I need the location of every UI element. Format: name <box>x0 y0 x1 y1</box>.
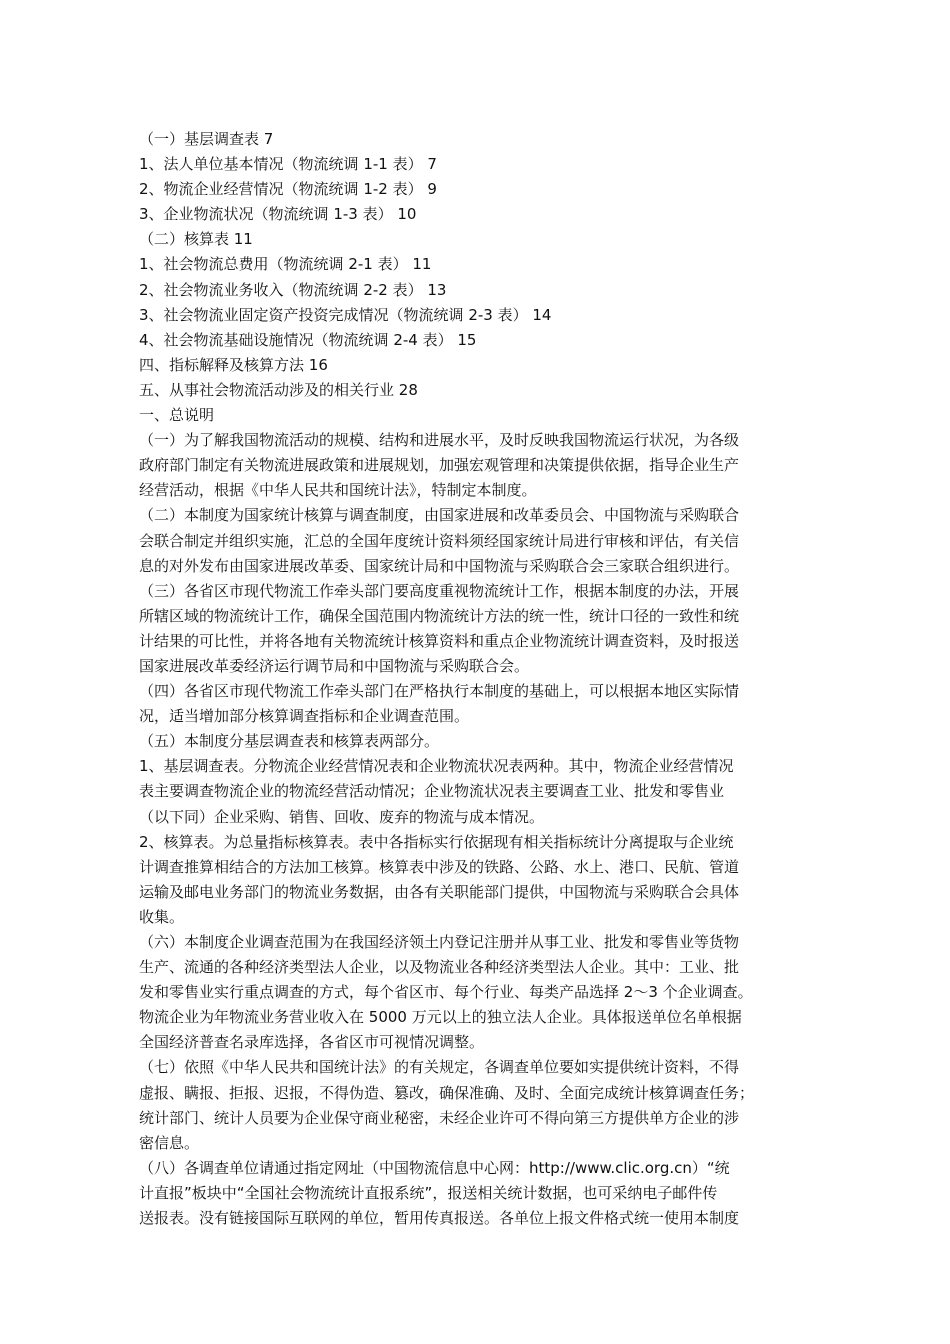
text-line: 统计部门、统计人员要为企业保守商业秘密，未经企业许可不得向第三方提供单方企业的涉 <box>139 1108 740 1127</box>
text-line: 2、核算表。为总量指标核算表。表中各指标实行依据现有相关指标统计分离提取与企业统 <box>139 832 734 851</box>
document-body <box>139 127 829 1231</box>
text-line: （六）本制度企业调查范围为在我国经济领土内登记注册并从事工业、批发和零售业等货物 <box>139 933 740 951</box>
text-line: （一）基层调查表 7 <box>139 130 274 148</box>
text-line: （八）各调查单位请通过指定网址（中国物流信息中心网：http://www.clic.org.cn）“统 <box>139 1158 730 1177</box>
text-line: 发和零售业实行重点调查的方式，每个省区市、每个行业、每类产品选择 2～3 个企业调查。 <box>139 983 753 1002</box>
text-line: 1、法人单位基本情况（物流统调 1-1 表） 7 <box>139 155 437 174</box>
text-line: 所辖区域的物流统计工作，确保全国范围内物流统计方法的统一性，统计口径的一致性和统 <box>139 606 740 625</box>
text-line: 政府部门制定有关物流进展政策和进展规划，加强宏观管理和决策提供依据，指导企业生产 <box>139 456 740 475</box>
text-line: 五、从事社会物流活动涉及的相关行业 28 <box>139 380 418 399</box>
text-line: 生产、流通的各种经济类型法人企业，以及物流业各种经济类型法人企业。其中：工业、批 <box>139 958 740 977</box>
text-line: 运输及邮电业务部门的物流业务数据，由各有关职能部门提供，中国物流与采购联合会具体 <box>139 882 740 901</box>
text-line: 2、社会物流业务收入（物流统调 2-2 表） 13 <box>139 280 447 299</box>
text-line: 1、社会物流总费用（物流统调 2-1 表） 11 <box>139 255 432 274</box>
text-line: 收集。 <box>139 907 185 926</box>
text-line: 息的对外发布由国家进展改革委、国家统计局和中国物流与采购联合会三家联合组织进行。 <box>139 556 740 575</box>
text-line: （二）本制度为国家统计核算与调查制度，由国家进展和改革委员会、中国物流与采购联合 <box>139 506 740 525</box>
text-line: 计调查推算相结合的方法加工核算。核算表中涉及的铁路、公路、水上、港口、民航、管道 <box>139 857 740 876</box>
text-line: （二）核算表 11 <box>139 230 253 249</box>
text-line: 1、基层调查表。分物流企业经营情况表和企业物流状况表两种。其中，物流企业经营情况 <box>139 757 734 776</box>
text-line: 虚报、瞒报、拒报、迟报，不得伪造、篡改，确保准确、及时、全面完成统计核算调查任务； <box>139 1083 755 1102</box>
text-line: 会联合制定并组织实施，汇总的全国年度统计资料须经国家统计局进行审核和评估，有关信 <box>139 531 740 550</box>
text-line: （一）为了解我国物流活动的规模、结构和进展水平，及时反映我国物流运行状况，为各级 <box>139 431 740 450</box>
text-line: 3、企业物流状况（物流统调 1-3 表） 10 <box>139 205 417 224</box>
text-line: （三）各省区市现代物流工作牵头部门要高度重视物流统计工作，根据本制度的办法，开展 <box>139 581 740 600</box>
text-line: （以下同）企业采购、销售、回收、废弃的物流与成本情况。 <box>139 807 545 826</box>
text-line: （五）本制度分基层调查表和核算表两部分。 <box>139 732 440 751</box>
text-line: 况，适当增加部分核算调查指标和企业调查范围。 <box>139 707 470 726</box>
text-line: 送报表。没有链接国际互联网的单位，暂用传真报送。各单位上报文件格式统一使用本制度 <box>139 1209 740 1228</box>
text-line: 一、总说明 <box>139 406 215 425</box>
text-line: 密信息。 <box>139 1133 200 1152</box>
text-line: 四、指标解释及核算方法 16 <box>139 355 328 374</box>
text-line: 全国经济普查名录库选择，各省区市可视情况调整。 <box>139 1033 485 1052</box>
text-line: 国家进展改革委经济运行调节局和中国物流与采购联合会。 <box>139 656 530 675</box>
text-line: 2、物流企业经营情况（物流统调 1-2 表） 9 <box>139 180 437 199</box>
text-line: 计直报”板块中“全国社会物流统计直报系统”，报送相关统计数据，也可采纳电子邮件传 <box>139 1183 718 1202</box>
text-line: 经营活动，根据《中华人民共和国统计法》，特制定本制度。 <box>139 481 537 500</box>
text-line: 3、社会物流业固定资产投资完成情况（物流统调 2-3 表） 14 <box>139 305 552 324</box>
text-line: （七）依照《中华人民共和国统计法》的有关规定，各调查单位要如实提供统计资料，不得 <box>139 1058 740 1077</box>
text-line: 计结果的可比性，并将各地有关物流统计核算资料和重点企业物流统计调查资料，及时报送 <box>139 631 740 650</box>
text-line: 表主要调查物流企业的物流经营活动情况；企业物流状况表主要调查工业、批发和零售业 <box>139 782 725 801</box>
text-line: 物流企业为年物流业务营业收入在 5000 万元以上的独立法人企业。具体报送单位名单根据 <box>139 1008 742 1027</box>
text-line: 4、社会物流基础设施情况（物流统调 2-4 表） 15 <box>139 330 477 349</box>
text-line: （四）各省区市现代物流工作牵头部门在严格执行本制度的基础上，可以根据本地区实际情 <box>139 682 740 701</box>
